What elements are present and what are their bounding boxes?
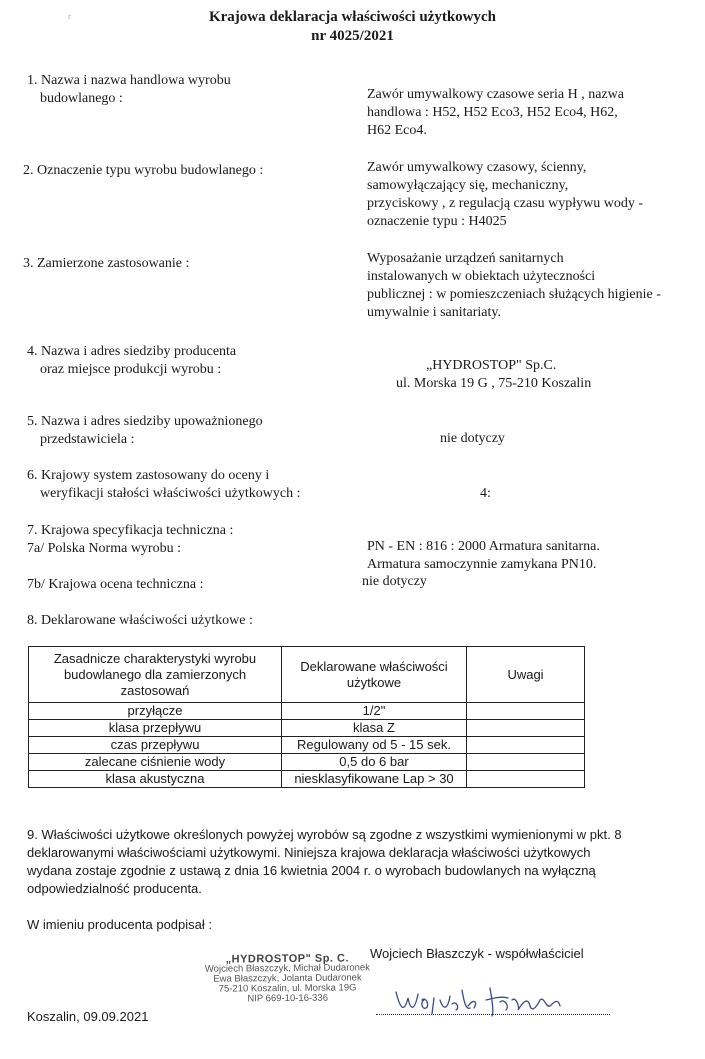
s7b-value: nie dotyczy <box>362 574 427 589</box>
properties-table <box>28 646 585 788</box>
s7a-value-line2: Armatura samoczynnie zamykana PN10. <box>367 557 597 572</box>
s7-label: 7. Krajowa specyfikacja techniczna : <box>27 523 234 538</box>
stamp-line: Ewa Błaszczyk, Jolanta Dudaronek <box>213 972 362 985</box>
producer-name: „HYDROSTOP" Sp.C. <box>426 358 557 373</box>
s2-label: 2. Oznaczenie typu wyrobu budowlanego : <box>23 163 264 178</box>
table-cell: czas przepływu <box>29 737 282 754</box>
table-cell <box>467 754 585 771</box>
table-cell <box>467 737 585 754</box>
s1-label-line2: budowlanego : <box>40 91 123 106</box>
table-cell: zalecane ciśnienie wody <box>29 754 282 771</box>
s3-value-line1: Wyposażanie urządzeń sanitarnych <box>367 251 564 266</box>
signer-name: Wojciech Błaszczyk - współwłaściciel <box>370 946 584 961</box>
s3-value-line2: instalowanych w obiektach użyteczności <box>367 269 596 284</box>
table-cell: przyłącze <box>29 703 282 720</box>
s6-value: 4: <box>480 486 491 501</box>
table-cell: klasa Z <box>282 720 467 737</box>
s9-line1: 9. Właściwości użytkowe określonych powyżej wyrobów są zgodne z wszystkimi wymienionymi w pkt. 8 <box>27 827 622 842</box>
table-header-declared: Deklarowane właściwości użytkowe <box>282 647 467 703</box>
table-cell <box>467 703 585 720</box>
handwritten-signature <box>390 978 590 1022</box>
stamp-line: NIP 669-10-16-336 <box>247 992 329 1005</box>
s2-value-line4: oznaczenie typu : H4025 <box>367 214 507 229</box>
s1-value-line3: H62 Eco4. <box>367 123 427 138</box>
s1-value-line2: handlowa : H52, H52 Eco3, H52 Eco4, H62, <box>367 105 618 120</box>
table-cell: 1/2" <box>282 703 467 720</box>
table-cell <box>467 720 585 737</box>
signed-by-intro: W imieniu producenta podpisał : <box>27 917 212 932</box>
s3-label: 3. Zamierzone zastosowanie : <box>23 256 190 271</box>
table-cell: klasa przepływu <box>29 720 282 737</box>
table-header-notes: Uwagi <box>467 647 585 703</box>
s7b-label: 7b/ Krajowa ocena techniczna : <box>27 577 204 592</box>
table-row <box>29 703 585 720</box>
s3-value-line4: umywalnie i sanitariaty. <box>367 305 501 320</box>
table-header-characteristics: Zasadnicze charakterystyki wyrobu budowlanego dla zamierzonych zastosowań <box>29 647 282 703</box>
s2-value-line3: przyciskowy , z regulacją czasu wypływu wody - <box>367 196 644 211</box>
document-number: nr 4025/2021 <box>311 28 394 44</box>
table-row <box>29 737 585 754</box>
company-stamp <box>200 953 375 1005</box>
stamp-company: „HYDROSTOP" Sp. C. <box>225 952 350 966</box>
producer-address: ul. Morska 19 G , 75-210 Koszalin <box>396 376 592 391</box>
s5-label-line2: przedstawiciela : <box>40 432 135 447</box>
table-row <box>29 754 585 771</box>
table-row <box>29 720 585 737</box>
place-and-date: Koszalin, 09.09.2021 <box>27 1009 149 1024</box>
s4-label-line2: oraz miejsce produkcji wyrobu : <box>40 362 222 377</box>
scan-mark: r <box>68 12 71 21</box>
table-cell: klasa akustyczna <box>29 771 282 788</box>
stamp-line: Wojciech Błaszczyk, Michał Dudaronek <box>204 962 371 975</box>
table-row <box>29 771 585 788</box>
s7a-value-line1: PN - EN : 816 : 2000 Armatura sanitarna. <box>367 539 600 554</box>
s5-value: nie dotyczy <box>440 431 505 446</box>
table-cell: Regulowany od 5 - 15 sek. <box>282 737 467 754</box>
s7a-label: 7a/ Polska Norma wyrobu : <box>27 541 181 556</box>
s9-line2: deklarowanymi właściwościami użytkowymi. Niniejsza krajowa deklaracja właściwości użytkowych <box>27 845 591 860</box>
s4-label-line1: 4. Nazwa i adres siedziby producenta <box>27 344 237 359</box>
stamp-line: 75-210 Koszalin, ul. Morska 19G <box>218 982 357 995</box>
s9-line3: wydana zostaje zgodnie z ustawą z dnia 16 kwietnia 2004 r. o wyrobach budowlanych na wyłączną <box>27 863 596 878</box>
table-cell: niesklasyfikowane Lap > 30 <box>282 771 467 788</box>
s2-value-line2: samowyłączający się, mechaniczny, <box>367 178 569 193</box>
s1-value-line1: Zawór umywalkowy czasowe seria H , nazwa <box>367 87 624 102</box>
s3-value-line3: publicznej : w pomieszczeniach służących higienie - <box>367 287 661 302</box>
s8-label: 8. Deklarowane właściwości użytkowe : <box>27 613 253 628</box>
s6-label-line2: weryfikacji stałości właściwości użytkowych : <box>40 486 301 501</box>
s6-label-line1: 6. Krajowy system zastosowany do oceny i <box>27 468 270 483</box>
table-cell: 0,5 do 6 bar <box>282 754 467 771</box>
s5-label-line1: 5. Nazwa i adres siedziby upoważnionego <box>27 414 263 429</box>
document-title: Krajowa deklaracja właściwości użytkowych <box>208 9 497 25</box>
table-cell <box>467 771 585 788</box>
s9-line4: odpowiedzialność producenta. <box>27 881 202 896</box>
s2-value-line1: Zawór umywalkowy czasowy, ścienny, <box>367 160 587 175</box>
s1-label-line1: 1. Nazwa i nazwa handlowa wyrobu <box>27 73 231 88</box>
